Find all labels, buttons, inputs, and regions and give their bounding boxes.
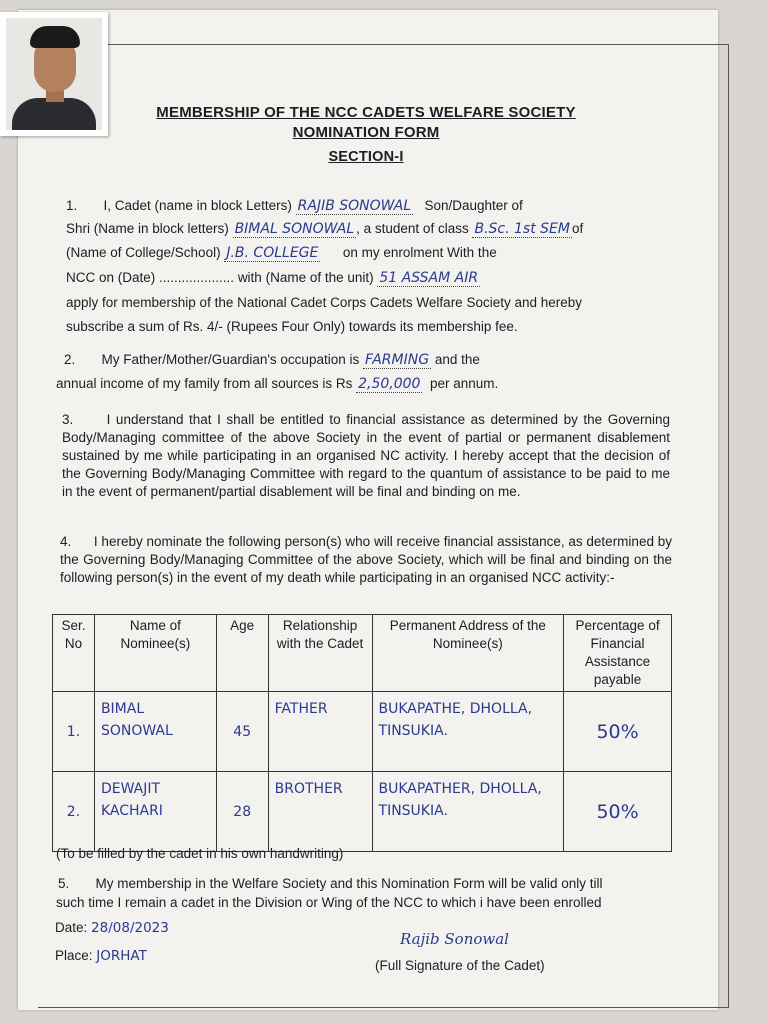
date-line: Date: 28/08/2023 <box>55 920 169 936</box>
passport-photo <box>0 12 108 136</box>
form-subtitle: NOMINATION FORM <box>292 124 440 141</box>
page-border <box>38 44 729 1008</box>
cadet-name-field: RAJIB SONOWAL <box>297 198 412 214</box>
col-relationship: Relationship with the Cadet <box>268 615 372 692</box>
paragraph-4: 4. I hereby nominate the following person(s) who will receive financial assistance, as determined by the Governing Body/Managing Committee of the above Society, which will be final and binding on the following person(s) in the event of my death while participating in an organised NCC activity:- <box>60 534 672 585</box>
income-field: 2,50,000 <box>358 376 421 392</box>
col-name: Name of Nominee(s) <box>94 615 216 692</box>
handwriting-note: (To be filled by the cadet in his own handwriting) <box>56 846 344 861</box>
col-ser-no: Ser. No <box>53 615 95 692</box>
unit-field: 51 ASSAM AIR <box>379 270 479 286</box>
table-row: 1. BIMAL SONOWAL 45 FATHER BUKAPATHE, DHOLLA, TINSUKIA. 50% <box>53 692 672 772</box>
date-field: 28/08/2023 <box>91 920 169 936</box>
table-row: 2. DEWAJIT KACHARI 28 BROTHER BUKAPATHER, DHOLLA, TINSUKIA. 50% <box>53 772 672 852</box>
table-header-row <box>53 615 672 692</box>
col-address: Permanent Address of the Nominee(s) <box>372 615 564 692</box>
cadet-signature: Rajib Sonowal <box>400 930 509 948</box>
signature-caption: (Full Signature of the Cadet) <box>375 958 545 973</box>
form-title: MEMBERSHIP OF THE NCC CADETS WELFARE SOCIETY <box>156 104 576 121</box>
college-field: J.B. COLLEGE <box>226 245 319 261</box>
col-percentage: Percentage of Financial Assistance payable <box>564 615 672 692</box>
place-field: JORHAT <box>96 948 147 964</box>
col-age: Age <box>216 615 268 692</box>
parent-name-field: BIMAL SONOWAL <box>234 221 355 237</box>
paragraph-3: 3. I understand that I shall be entitled to financial assistance as determined by the Governing Body/Managing committee of the above Society in the event of partial or permanent disablement sustained by me while participating in an organised NC activity. I hereby accept that the decision of the Governing Body/Managing Committee with regard to the quantum of assistance to be paid to me in the event of permanent/partial disablement will be final and binding on me. <box>62 412 670 499</box>
occupation-field: FARMING <box>365 352 430 368</box>
class-field: B.Sc. 1st SEM <box>474 221 570 237</box>
place-line: Place: JORHAT <box>55 948 147 964</box>
nominee-table <box>52 614 672 852</box>
section-heading: SECTION-I <box>328 149 404 165</box>
